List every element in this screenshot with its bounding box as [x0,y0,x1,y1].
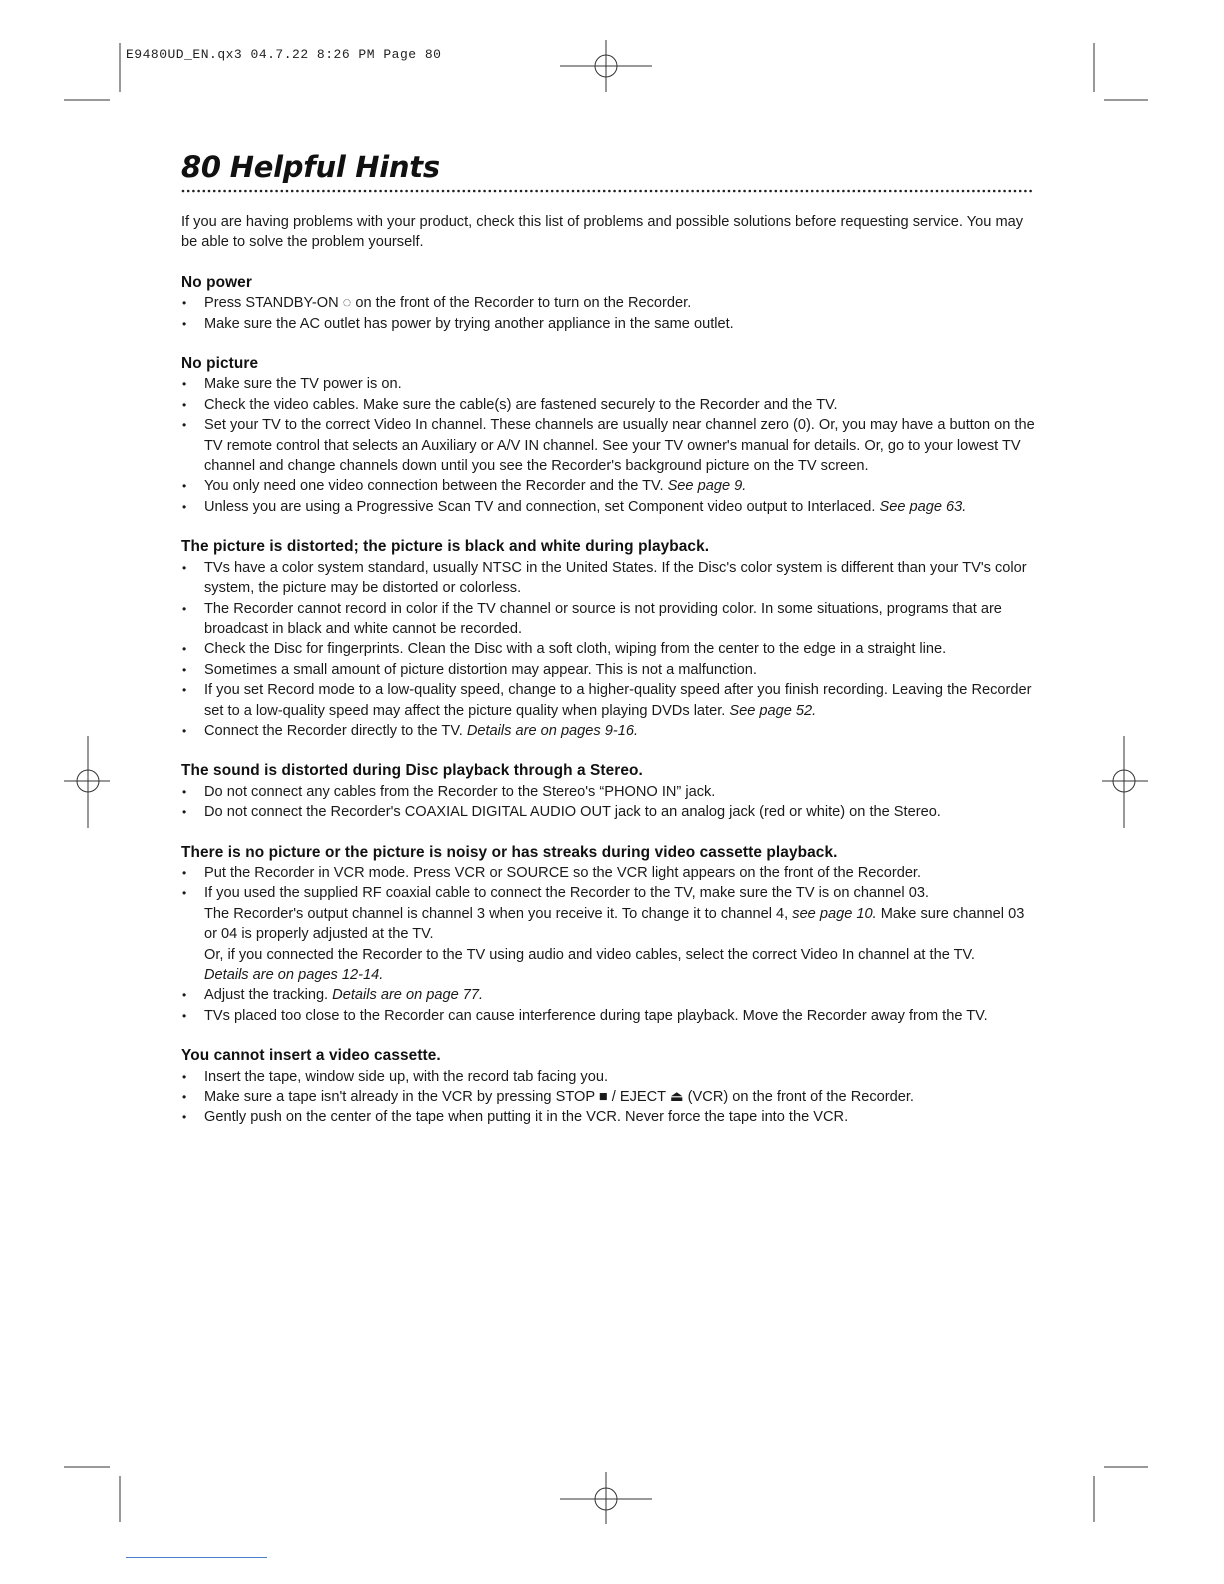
title-text: Helpful Hints [229,150,440,184]
section-heading: The picture is distorted; the picture is black and white during playback. [181,538,710,556]
list-item: • You only need one video connection between the Recorder and the TV. See page 9. [181,476,1037,496]
list-item: • Gently push on the center of the tape when putting it in the VCR. Never force the tape into the VCR. [181,1107,1037,1127]
registration-target-left [64,736,110,828]
list-item: • Make sure a tape isn't already in the VCR by pressing STOP ■ / EJECT ⏏ (VCR) on the front of the Recorder. [181,1087,1037,1107]
section-cannot-insert-cassette [181,1046,1037,1128]
section-heading: No power [181,273,252,291]
list-item: • TVs placed too close to the Recorder can cause interference during tape playback. Move the Recorder away from the TV. [181,1006,1037,1026]
section-heading: You cannot insert a video cassette. [181,1047,441,1065]
section-no-picture-vcr [181,843,1037,1027]
hint-list [181,863,1037,1026]
list-item: • Check the Disc for fingerprints. Clean the Disc with a soft cloth, wiping from the center to the edge in a straight line. [181,639,1037,659]
intro-paragraph: If you are having problems with your product, check this list of problems and possible solutions before requesting service. You may be able to solve the problem yourself. [181,214,1024,251]
hint-list [181,1067,1037,1128]
page-reference: See page 52. [729,702,817,719]
list-item: • Press STANDBY-ON ◌ on the front of the Recorder to turn on the Recorder. [181,293,1037,313]
list-item-paragraph: The Recorder's output channel is channel 3 when you receive it. To change it to channel 4, see page 10. Make sure channel 03 or 04 is properly adjusted at the TV. [204,905,1025,943]
registration-target-bottom [560,1472,652,1524]
list-item: • Unless you are using a Progressive Scan TV and connection, set Component video output to Interlaced. See page 63. [181,497,1037,517]
list-item: • Check the video cables. Make sure the cable(s) are fastened securely to the Recorder and the TV. [181,395,1037,415]
hint-list [181,558,1037,742]
list-item: • Make sure the TV power is on. [181,374,1037,394]
hints-content [181,212,1037,1128]
list-item: • Sometimes a small amount of picture distortion may appear. This is not a malfunction. [181,660,1037,680]
list-item: • Adjust the tracking. Details are on page 77. [181,985,1037,1005]
section-no-picture [181,354,1037,517]
page-title [181,150,440,184]
list-item: • Connect the Recorder directly to the TV. Details are on pages 9-16. [181,721,1037,741]
section-heading: The sound is distorted during Disc playback through a Stereo. [181,762,643,780]
section-picture-distorted [181,537,1037,741]
page-reference: see page 10. [792,905,877,922]
list-item: • Insert the tape, window side up, with the record tab facing you. [181,1067,1037,1087]
section-no-power [181,273,1037,334]
list-item: • If you set Record mode to a low-quality speed, change to a higher-quality speed after you finish recording. Leaving the Recorder set to a low-quality speed may affect the picture quality when playing DVDs later. See page 52. [181,680,1037,721]
page-reference: Details are on page 77. [332,987,484,1004]
page-reference: See page 9. [667,478,747,495]
section-sound-distorted [181,761,1037,822]
page-reference: Details are on pages 12-14. [204,967,384,983]
section-heading: No picture [181,355,259,373]
hint-list [181,374,1037,517]
section-heading: There is no picture or the picture is noisy or has streaks during video cassette playback. [181,843,838,861]
list-item: • Put the Recorder in VCR mode. Press VCR or SOURCE so the VCR light appears on the front of the Recorder. [181,863,1037,883]
list-item: • Do not connect any cables from the Recorder to the Stereo's “PHONO IN” jack. [181,782,1037,802]
print-slug: E9480UD_EN.qx3 04.7.22 8:26 PM Page 80 [126,47,442,62]
hint-list [181,782,1037,823]
list-item-paragraph: Or, if you connected the Recorder to the TV using audio and video cables, select the correct Video In channel at the TV. [204,946,975,963]
list-item: • If you used the supplied RF coaxial cable to connect the Recorder to the TV, make sure the TV is on channel 03. The Recorder's output channel is channel 3 when you receive it. To change it to channel 4, see page 10. Make sure channel 03 or 04 is properly adjusted at the TV. Or, if you connected the Recorder to the TV using audio and video cables, select the correct Video In channel at the TV. Details are on pages 12-14. [181,883,1037,985]
list-item: • TVs have a color system standard, usually NTSC in the United States. If the Disc's color system is different than your TV's color system, the picture may be distorted or colorless. [181,558,1037,599]
list-item: • Do not connect the Recorder's COAXIAL DIGITAL AUDIO OUT jack to an analog jack (red or white) on the Stereo. [181,802,1037,822]
page-number: 80 [181,150,221,184]
list-item: • Set your TV to the correct Video In channel. These channels are usually near channel zero (0). Or, you may have a button on the TV remote control that selects an Auxiliary or A/V IN channel. See your TV owner's manual for details. Or, go to your lowest TV channel and change channels down until you see the Recorder's background picture on the TV screen. [181,415,1037,476]
registration-target-right [1102,736,1148,828]
list-item: • The Recorder cannot record in color if the TV channel or source is not providing color. In some situations, programs that are broadcast in black and white cannot be recorded. [181,599,1037,640]
page-reference: Details are on pages 9-16. [466,722,639,739]
list-item: • Make sure the AC outlet has power by trying another appliance in the same outlet. [181,314,1037,334]
dotted-rule [181,186,1035,196]
registration-target-top [560,40,652,92]
page-reference: See page 63. [879,498,967,515]
hint-list [181,293,1037,334]
footer-line [126,1557,267,1558]
